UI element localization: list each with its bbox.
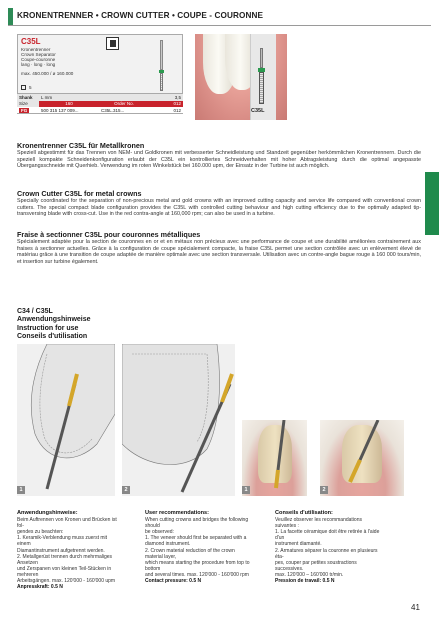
panel-number: 2 <box>122 486 130 494</box>
product-card <box>17 34 183 94</box>
panel-number: 1 <box>17 486 25 494</box>
panel-number: 1 <box>242 486 250 494</box>
illustration-panel-1 <box>17 344 115 496</box>
section-title-en: Crown Cutter C35L for metal crowns <box>17 189 142 198</box>
product-desc-3: Coupe-couronne <box>21 57 56 62</box>
tooth-diagram-1 <box>17 344 115 496</box>
header-accent-bar <box>8 8 13 25</box>
product-desc-2: Crown Separator <box>21 52 56 57</box>
product-desc-1: Kronentrenner <box>21 47 51 52</box>
product-table <box>17 94 183 114</box>
bur-in-photo <box>320 420 404 496</box>
page-title: KRONENTRENNER • CROWN CUTTER • COUPE - COURONNE <box>17 11 264 20</box>
section-body-de: Speziell abgestimmt für das Trennen von NEM- und Goldkronen mit verbesserter Schneidleistung und Standzeit gegenüber herkömmlichen Kronentrennern. Durch die speziell kompakte Schneidenkonfiguration erlaubt der C35L ein kontrolliertes Schneidverhalten mit hoher Abtragsleistung durch die optimal angepasste Übergangsschneide mit Querhieb. Verwendung im roten Winkelstück bei 160.000 upm, der Einsatz in der Turbine ist auch möglich. <box>17 150 421 170</box>
clinical-photo-1 <box>242 420 307 496</box>
bur-closeup <box>257 48 266 104</box>
section-body-fr: Spécialement adaptée pour la section de couronnes en or et en métaux non précieux avec une performance de coupe et une durabilité améliorées contrairement aux fraises à sectionner actuelles. Grâce à la configuration de coupe spécialement compacte, la fraise C35L permet une section contrôlée avec un enlèvement élevé de matériau grâce à une transition de coupe adaptée de manière optimale avec une section transversale. Utilisation avec un contre-angle bague rouge à 160 000 tours/min, et insertion sur turbine également. <box>17 239 421 265</box>
illustration-panel-2 <box>122 344 235 496</box>
crown-cutter-icon <box>106 37 119 50</box>
bur-illustration <box>158 40 165 92</box>
section-title-de: Kronentrenner C35L für Metallkronen <box>17 141 145 150</box>
instructions-de: Anwendungshinweise: Beim Auftrennen von Kronen und Brücken ist fol- gendes zu beachten: 1. Keramik-Verblendung muss zuerst mit einem Diamantinstrument aufgetrennt werden. 2. Metallgerüst trennen durch mehrmaliges Ansetzen und Zerspanen von kleinen Teil-Stücken in mehreren Arbeitsgängen. max. 120'000 - 160'000 upm Anpresskraft: 0.5 N <box>17 510 117 591</box>
tooth-diagram-2 <box>122 344 235 496</box>
instructions-fr: Conseils d'utilisation: Veuillez observer les recommandations suivantes : 1. La facette céramique doit être retirée à l'aide d'un instrument diamanté. 2. Armatures séparer la couronne en plusieurs éta- pes, couper par petites soustractions successives. max. 120'000 – 160'000 tr/min. Pression de travail: 0.5 N <box>275 510 380 585</box>
clinical-photo-2 <box>320 420 404 496</box>
section-title-fr: Fraise à sectionner C35L pour couronnes métalliques <box>17 230 201 239</box>
table-row: Shank L mm 3,5 <box>19 94 181 100</box>
page-number: 41 <box>411 603 420 612</box>
section-body-en: Specially coordinated for the separation of non-precious metal and gold crowns with an improved cutting capacity and service life compared with conventional crown cutters. The special compact blade configuration provides the C35L with controlled cutting behaviour and high cutting efficiency due to the optimally adapted tip-transversing blade with cross-cut. Use in the red contra-angle at 160,000 rpm; can also be used in a turbine. <box>17 198 421 218</box>
table-row: Size 160 Order No. 012 <box>19 101 181 107</box>
package-icon <box>21 85 26 90</box>
product-code: C35L <box>21 37 41 46</box>
header-divider <box>8 25 431 26</box>
instructions-heading: C34 / C35L Anwendungshinweise Instruction for use Conseils d'utilisation <box>17 308 91 341</box>
panel-number: 2 <box>320 486 328 494</box>
instructions-en: User recommendations: When cutting crowns and bridges the following should be observed: 1. The veneer should first be separated with a diamond instrument. 2. Crown material reduction of the crown material layer, which means starting the procedure from top to bottom and several times. max. 120'000 - 160'000 rpm Contact pressure: 0.5 N <box>145 510 250 585</box>
photo-label: C35L <box>251 108 265 114</box>
section-tab <box>425 172 439 235</box>
table-row: FG 500 315 137 009... C35L.315... 012 <box>17 107 183 114</box>
product-speed: max. 450.000 / ø 160.000 <box>21 71 74 76</box>
product-count: 5 <box>29 85 32 90</box>
fg-badge: FG <box>21 107 28 113</box>
bur-in-photo <box>242 420 307 496</box>
product-desc-4: lang · long · long <box>21 62 56 67</box>
